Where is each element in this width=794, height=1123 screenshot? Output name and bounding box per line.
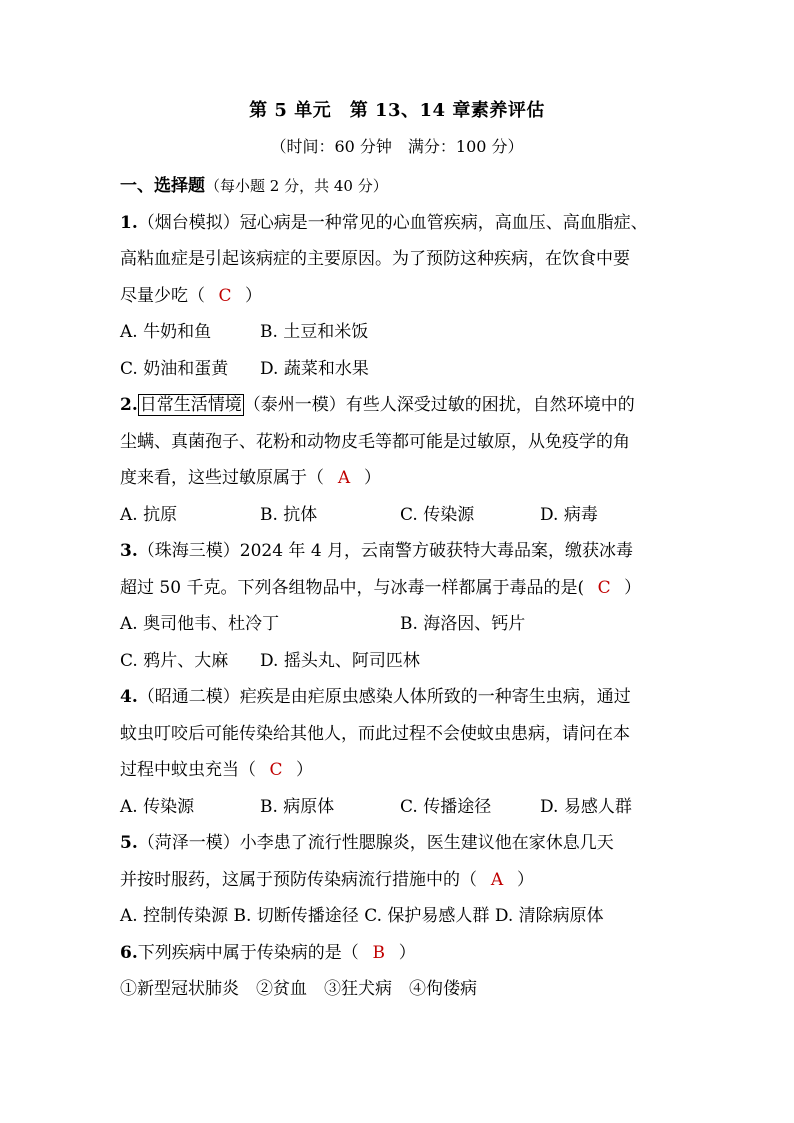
question-list (120, 168, 680, 1008)
q4-option-d: D. 易感人群 (540, 796, 632, 817)
q1-number: 1. (120, 212, 138, 233)
q3-option-b: B. 海洛因、钙片 (400, 614, 526, 634)
q6-answer: B (372, 942, 385, 963)
q1-line3 (120, 278, 680, 315)
q5-line1 (120, 825, 680, 862)
q2-number: 2. (120, 395, 138, 415)
q2-option-b: B. 抗体 (260, 504, 318, 525)
q3-number: 3. (120, 541, 138, 561)
q4-text-3: 过程中蚊虫充当（ (120, 760, 256, 780)
q3-answer: C (597, 577, 611, 598)
q2-text-3: 度来看，这些过敏原属于（ (120, 468, 324, 488)
q3-options-row2 (120, 643, 680, 680)
q1-option-b: B. 土豆和米饭 (260, 322, 369, 342)
q4-answer: C (269, 760, 283, 780)
q4-number: 4. (120, 687, 138, 707)
q4-options (120, 789, 680, 826)
q1-options-row1 (120, 314, 680, 351)
q3-option-d: D. 摇头丸、阿司匹林 (260, 650, 420, 671)
q1-answer: C (218, 285, 232, 306)
q2-options (120, 497, 680, 534)
q1-option-c: C. 奶油和蛋黄 (120, 358, 229, 379)
q3-option-a: A. 奥司他韦、杜冷丁 (120, 614, 280, 634)
q5-answer: A (490, 869, 504, 890)
q2-option-c: C. 传染源 (400, 504, 475, 525)
q2-option-a: A. 抗原 (120, 504, 178, 525)
q4-text-1: （昭通二模）疟疾是由疟原虫感染人体所致的一种寄生虫病，通过 (137, 687, 631, 707)
q3-text-1: （珠海三模）2024 年 4 月，云南警方破获特大毒品案，缴获冰毒 (137, 541, 634, 561)
page-title: 第 5 单元 第 13、14 章素养评估 (249, 100, 545, 121)
q4-option-a: A. 传染源 (120, 796, 195, 817)
q5-option-c: C. 保护易感人群 (364, 906, 490, 926)
q5-option-a: A. 控制传染源 (120, 906, 229, 926)
q3-line1 (120, 533, 680, 570)
q2-text-1: （泰州一模）有些人深受过敏的困扰，自然环境中的 (243, 395, 635, 415)
q5-options (120, 898, 680, 935)
q1-options-row2 (120, 351, 680, 388)
q6-number: 6. (120, 942, 138, 963)
q2-answer: A (337, 468, 351, 488)
q5-text-2: 并按时服药，这属于预防传染病流行措施中的（ (120, 869, 477, 890)
q2-line2: 尘螨、真菌孢子、花粉和动物皮毛等都可能是过敏原，从免疫学的角 (120, 431, 630, 452)
q6-items: ①新型冠状肺炎 ②贫血 ③狂犬病 ④佝偻病 (120, 979, 477, 999)
q5-line2 (120, 862, 680, 899)
q4-line3 (120, 752, 680, 789)
q4-line1 (120, 679, 680, 716)
q2-line3 (120, 460, 680, 497)
q5-paren-close: ） (517, 869, 534, 890)
q1-option-d: D. 蔬菜和水果 (260, 358, 369, 379)
q1-text-1: （烟台模拟）冠心病是一种常见的心血管疾病，高血压、高血脂症、 (137, 212, 648, 233)
q3-option-c: C. 鸦片、大麻 (120, 650, 229, 671)
section-heading (120, 168, 680, 205)
q5-text-1: （菏泽一模）小李患了流行性腮腺炎，医生建议他在家休息几天 (137, 833, 614, 853)
q2-line1 (120, 387, 680, 424)
q5-option-b: B. 切断传播途径 (233, 906, 359, 926)
q1-text-3: 尽量少吃（ (120, 285, 205, 306)
q6-line1 (120, 935, 680, 972)
q1-line2: 高粘血症是引起该病症的主要原因。为了预防这种疾病，在饮食中要 (120, 249, 630, 269)
q3-options-row1 (120, 606, 680, 643)
q4-option-b: B. 病原体 (260, 796, 335, 817)
q3-text-2: 超过 50 千克。下列各组物品中，与冰毒一样都属于毒品的是( (120, 577, 585, 598)
q1-paren-close: ） (245, 285, 262, 306)
q4-option-c: C. 传播途径 (400, 796, 492, 817)
q6-text-1: 下列疾病中属于传染病的是（ (137, 942, 359, 963)
q2-paren-close: ） (364, 468, 381, 488)
q3-paren-close: ） (624, 577, 642, 598)
section-title: 一、选择题 (120, 176, 205, 196)
q4-line2: 蚊虫叮咬后可能传染给其他人，而此过程不会使蚊虫患病，请问在本 (120, 723, 630, 744)
section-note: （每小题 2 分，共 40 分） (205, 177, 388, 195)
q4-paren-close: ） (296, 760, 313, 780)
q3-line2 (120, 570, 680, 607)
q1-option-a: A. 牛奶和鱼 (120, 322, 212, 342)
q5-number: 5. (120, 833, 138, 853)
q1-line1 (120, 205, 680, 242)
q2-context-tag: 日常生活情境 (139, 395, 242, 415)
q2-option-d: D. 病毒 (540, 504, 598, 525)
exam-info: （时间：60 分钟 满分：100 分） (270, 137, 524, 156)
q6-paren-close: ） (398, 942, 416, 963)
q5-option-d: D. 清除病原体 (494, 906, 604, 926)
